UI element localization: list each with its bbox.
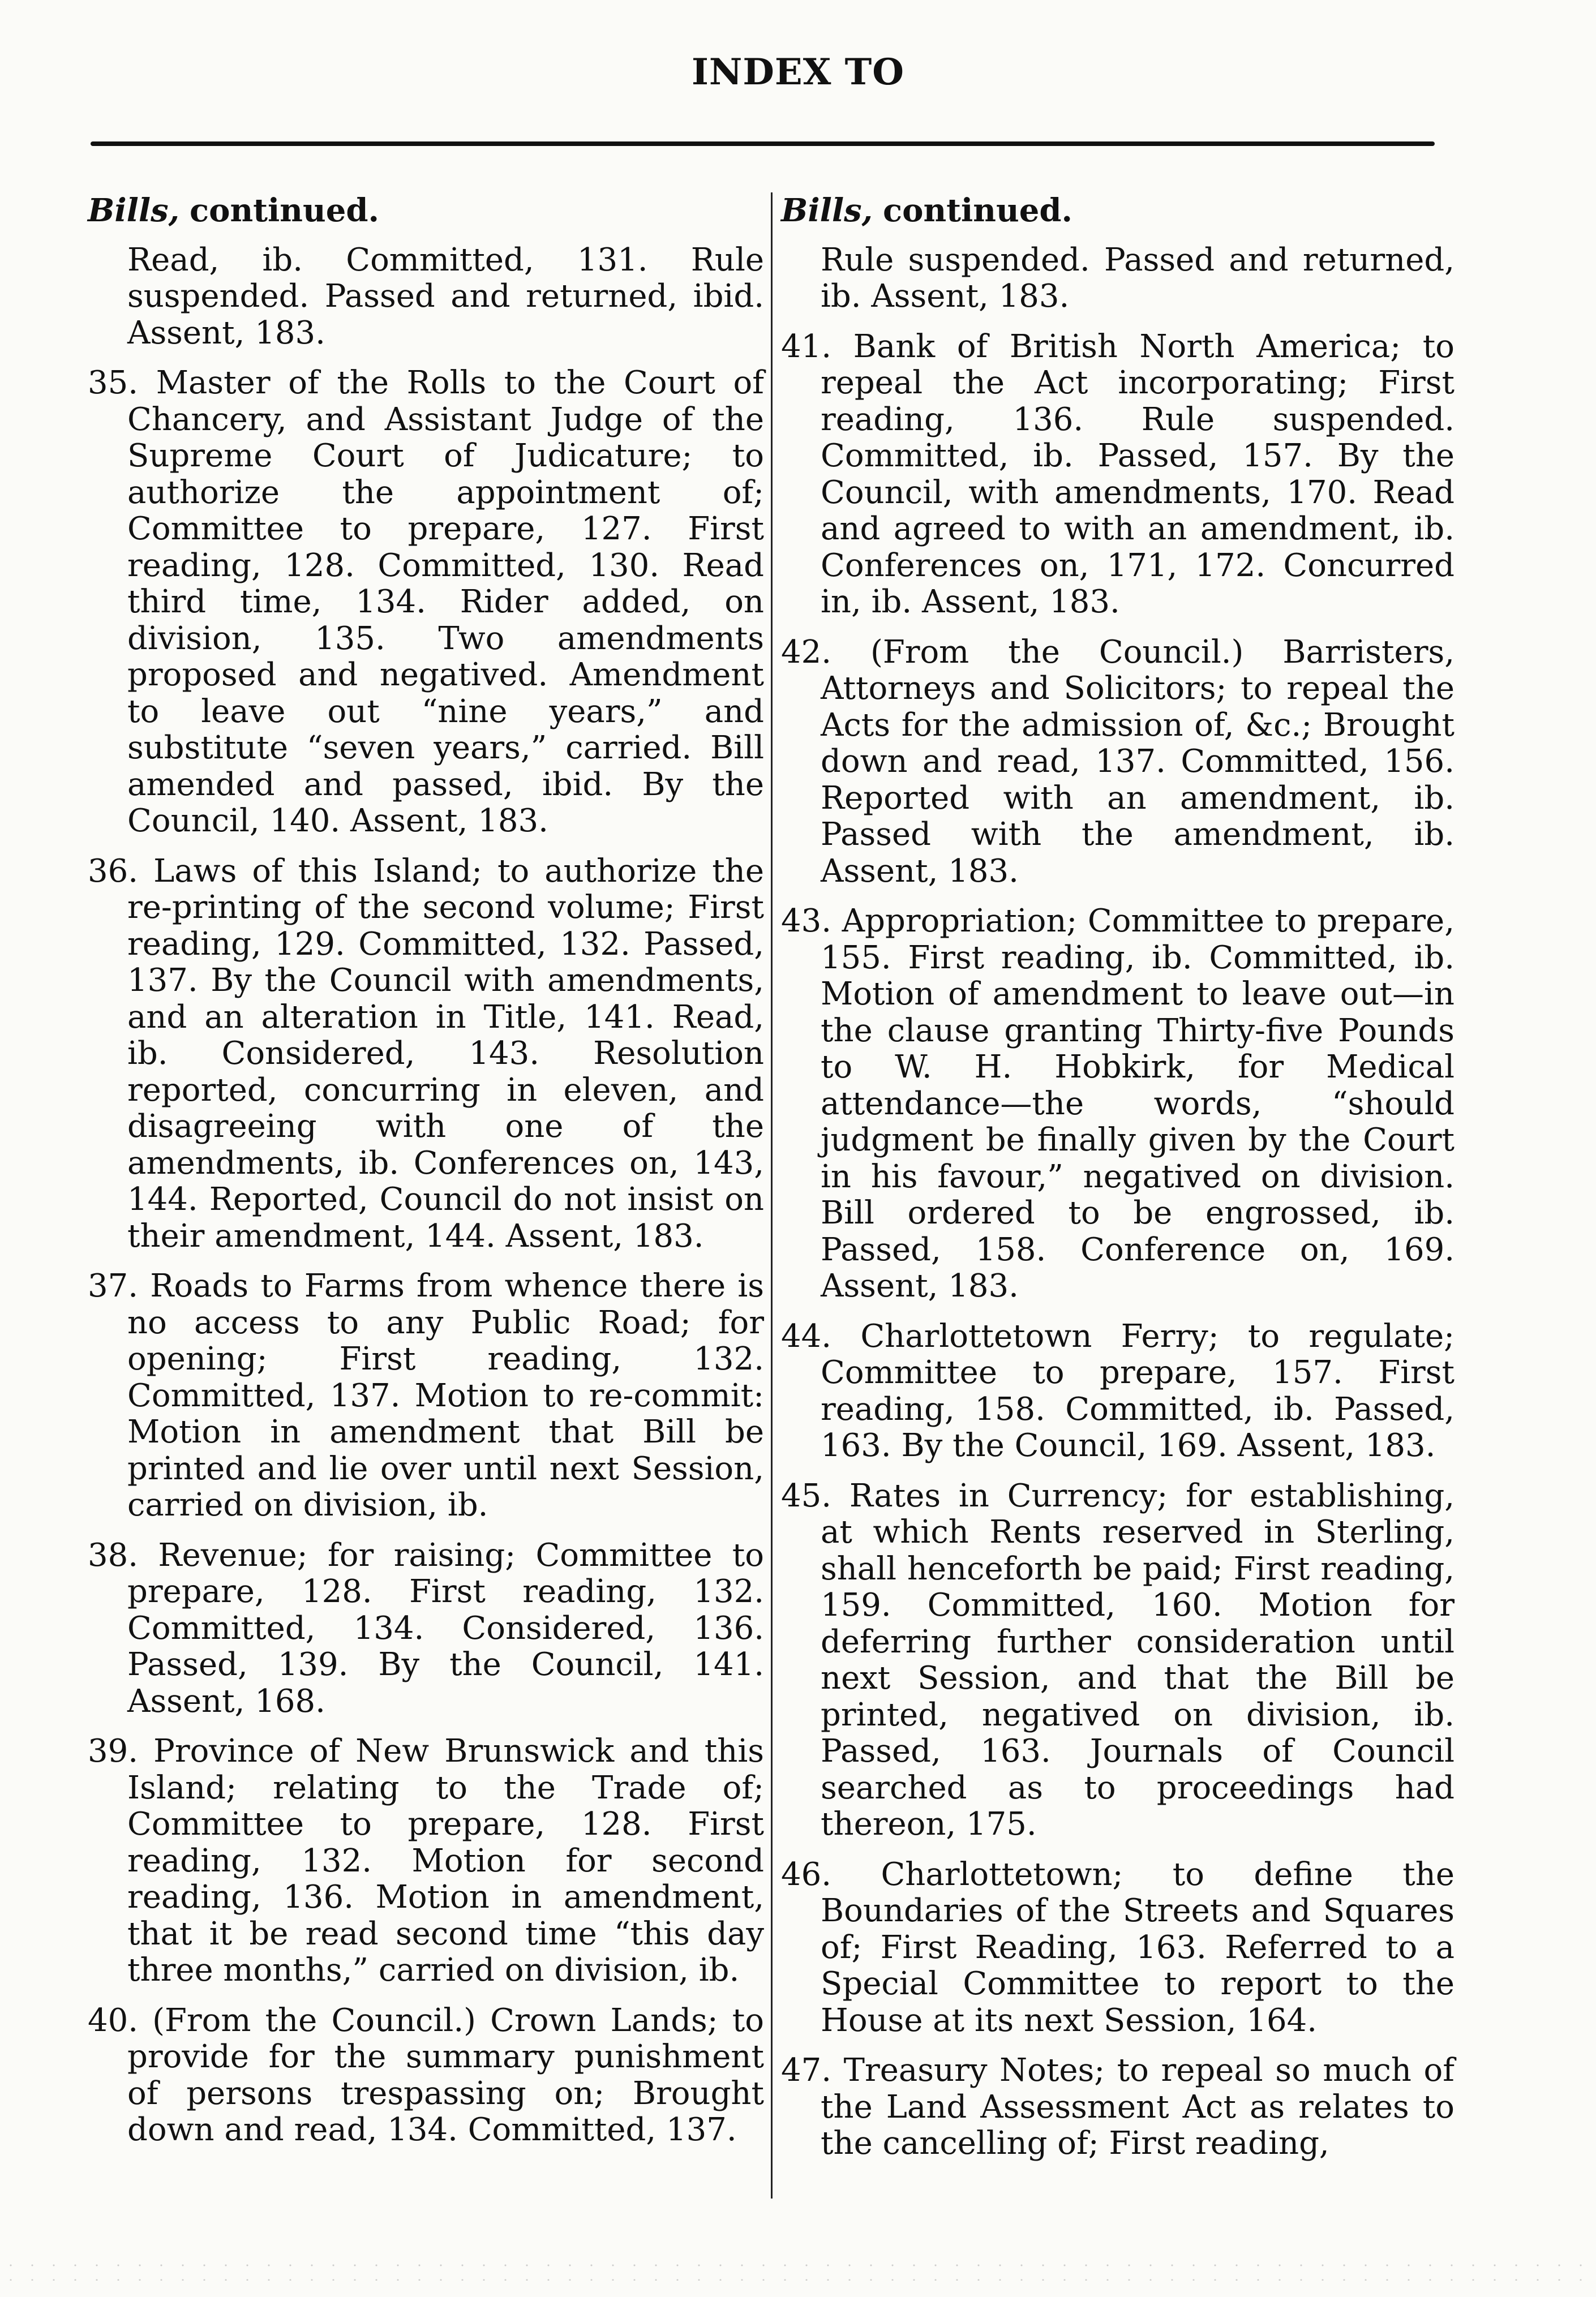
index-entry: 39. Province of New Brunswick and this Island; relating to the Trade of; Committee to prepare, 128. First reading, 132. Motion for second reading, 136. Motion in amendment, that it be read second time “this day three months,” carried on division, ib. xyxy=(88,1733,764,1989)
column-divider xyxy=(771,192,773,2199)
left-column-heading xyxy=(88,192,764,230)
index-entry: 37. Roads to Farms from whence there is no access to any Public Road; for opening; First reading, 132. Committed, 137. Motion to re-commit: Motion in amendment that Bill be printed and lie over until next Session, carried on division, ib. xyxy=(88,1268,764,1523)
index-entry: 44. Charlottetown Ferry; to regulate; Committee to prepare, 157. First reading, 158. Committed, ib. Passed, 163. By the Council, 169. Assent, 183. xyxy=(781,1317,1455,1464)
index-entry: Rule suspended. Passed and returned, ib. Assent, 183. xyxy=(821,241,1455,315)
heading-continued: continued. xyxy=(883,192,1073,229)
index-entry: 38. Revenue; for raising; Committee to prepare, 128. First reading, 132. Committed, 134. Considered, 136. Passed, 139. By the Council, 141. Assent, 168. xyxy=(88,1536,764,1720)
heading-continued: continued. xyxy=(190,192,380,229)
index-entry: 42. (From the Council.) Barristers, Attorneys and Solicitors; to repeal the Acts for the admission of, &c.; Brought down and read, 137. Committed, 156. Reported with an amendment, ib. Passed with the amendment, ib. Assent, 183. xyxy=(781,633,1455,890)
right-column-heading xyxy=(781,192,1455,230)
index-entry: 41. Bank of British North America; to repeal the Act incorporating; First reading, 136. Rule suspended. Committed, ib. Passed, 157. By the Council, with amendments, 170. Read and agreed to with an amendment, ib. Conferences on, 171, 172. Concurred in, ib. Assent, 183. xyxy=(781,328,1455,620)
header-rule xyxy=(91,141,1435,146)
index-entry: 43. Appropriation; Committee to prepare, 155. First reading, ib. Committed, ib. Motion of amendment to leave out—in the clause granting Thirty-five Pounds to W. H. Hobkirk, for Medical attendance—the words, “should judgment be finally given by the Court in his favour,” negatived on division. Bill ordered to be engrossed, ib. Passed, 158. Conference on, 169. Assent, 183. xyxy=(781,903,1455,1304)
index-entry: 36. Laws of this Island; to authorize the re-printing of the second volume; First reading, 129. Committed, 132. Passed, 137. By the Council with amendments, and an alteration in Title, 141. Read, ib. Considered, 143. Resolution reported, concurring in eleven, and disagreeing with one of the amendments, ib. Conferences on, 143, 144. Reported, Council do not insist on their amendment, 144. Assent, 183. xyxy=(88,852,764,1255)
heading-italic: Bills, xyxy=(781,192,873,229)
left-column xyxy=(88,192,764,2162)
index-entry: 45. Rates in Currency; for establishing, at which Rents reserved in Sterling, shall henceforth be paid; First reading, 159. Committed, 160. Motion for deferring further consideration until next Session, and that the Bill be printed, negatived on division, ib. Passed, 163. Journals of Council searched as to proceedings had thereon, 175. xyxy=(781,1477,1455,1843)
right-column xyxy=(781,192,1455,2176)
page-edge-speckle xyxy=(0,2258,1596,2281)
index-entry: 46. Charlottetown; to define the Boundaries of the Streets and Squares of; First Reading, 163. Referred to a Special Committee to report to the House at its next Session, 164. xyxy=(781,1856,1455,2039)
heading-italic: Bills, xyxy=(88,192,180,229)
page-title: INDEX TO xyxy=(691,51,905,93)
index-entry: 40. (From the Council.) Crown Lands; to provide for the summary punishment of persons trespassing on; Brought down and read, 134. Committed, 137. xyxy=(88,2002,764,2148)
index-entry: 47. Treasury Notes; to repeal so much of the Land Assessment Act as relates to the cancelling of; First reading, xyxy=(781,2052,1455,2162)
index-entry: 35. Master of the Rolls to the Court of Chancery, and Assistant Judge of the Supreme Court of Judicature; to authorize the appointment of; Committee to prepare, 127. First reading, 128. Committed, 130. Read third time, 134. Rider added, on division, 135. Two amendments proposed and negatived. Amendment to leave out “nine years,” and substitute “seven years,” carried. Bill amended and passed, ibid. By the Council, 140. Assent, 183. xyxy=(88,364,764,839)
index-entry: Read, ib. Committed, 131. Rule suspended. Passed and returned, ibid. Assent, 183. xyxy=(127,241,764,351)
